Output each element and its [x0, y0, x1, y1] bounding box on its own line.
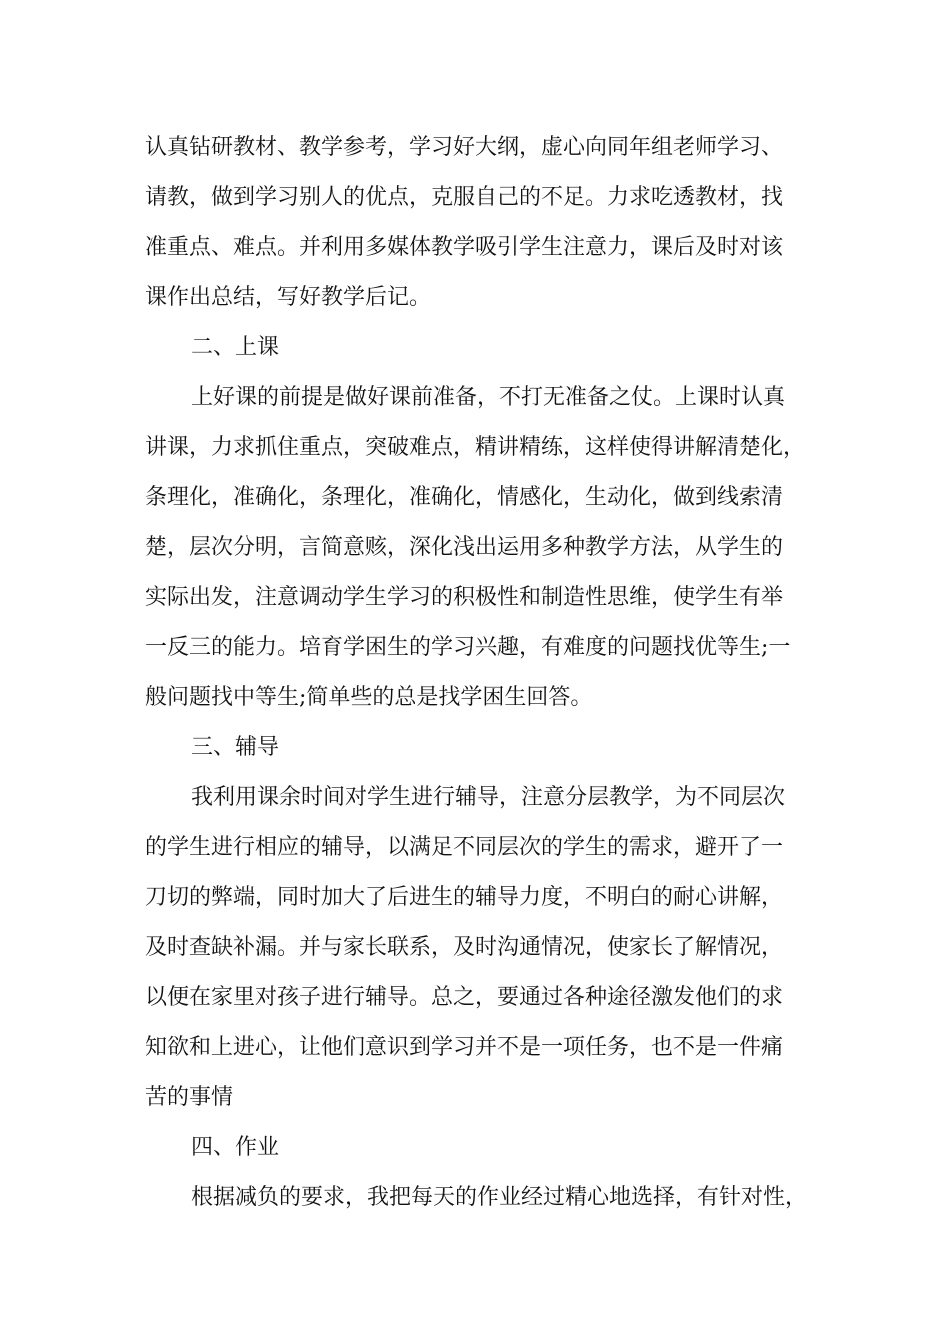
text-line: 条理化，准确化，条理化，准确化，情感化，生动化，做到线索清	[145, 485, 784, 510]
text-line: 实际出发，注意调动学生学习的积极性和制造性思维，使学生有举	[145, 585, 784, 610]
text-line: 般问题找中等生;简单些的总是找学困生回答。	[145, 685, 593, 710]
section-heading-homework: 四、作业	[191, 1135, 280, 1160]
text-line: 讲课，力求抓住重点，突破难点，精讲精练，这样使得讲解清楚化，	[145, 435, 806, 460]
document-body	[145, 123, 825, 1223]
text-line: 认真钻研教材、教学参考，学习好大纲，虚心向同年组老师学习、	[145, 135, 784, 160]
text-line: 课作出总结，写好教学后记。	[145, 285, 432, 310]
text-line: 苦的事情	[145, 1085, 234, 1110]
section-heading-tutoring: 三、辅导	[191, 735, 280, 760]
text-line: 及时查缺补漏。并与家长联系，及时沟通情况，使家长了解情况，	[145, 935, 784, 960]
text-line: 一反三的能力。培育学困生的学习兴趣，有难度的问题找优等生;一	[145, 635, 791, 660]
text-line: 上好课的前提是做好课前准备，不打无准备之仗。上课时认真	[191, 385, 786, 410]
text-line: 的学生进行相应的辅导，以满足不同层次的学生的需求，避开了一	[145, 835, 784, 860]
text-line: 我利用课余时间对学生进行辅导，注意分层教学，为不同层次	[191, 785, 786, 810]
text-line: 刀切的弊端，同时加大了后进生的辅导力度，不明白的耐心讲解，	[145, 885, 784, 910]
text-line: 准重点、难点。并利用多媒体教学吸引学生注意力，课后及时对该	[145, 235, 784, 260]
text-line: 知欲和上进心，让他们意识到学习并不是一项任务，也不是一件痛	[145, 1035, 784, 1060]
text-line: 根据减负的要求，我把每天的作业经过精心地选择，有针对性，	[191, 1185, 808, 1210]
text-line: 楚，层次分明，言简意赅，深化浅出运用多种教学方法，从学生的	[145, 535, 784, 560]
section-heading-lesson: 二、上课	[191, 335, 280, 360]
text-line: 以便在家里对孩子进行辅导。总之，要通过各种途径激发他们的求	[145, 985, 784, 1010]
text-line: 请教，做到学习别人的优点，克服自己的不足。力求吃透教材，找	[145, 185, 784, 210]
